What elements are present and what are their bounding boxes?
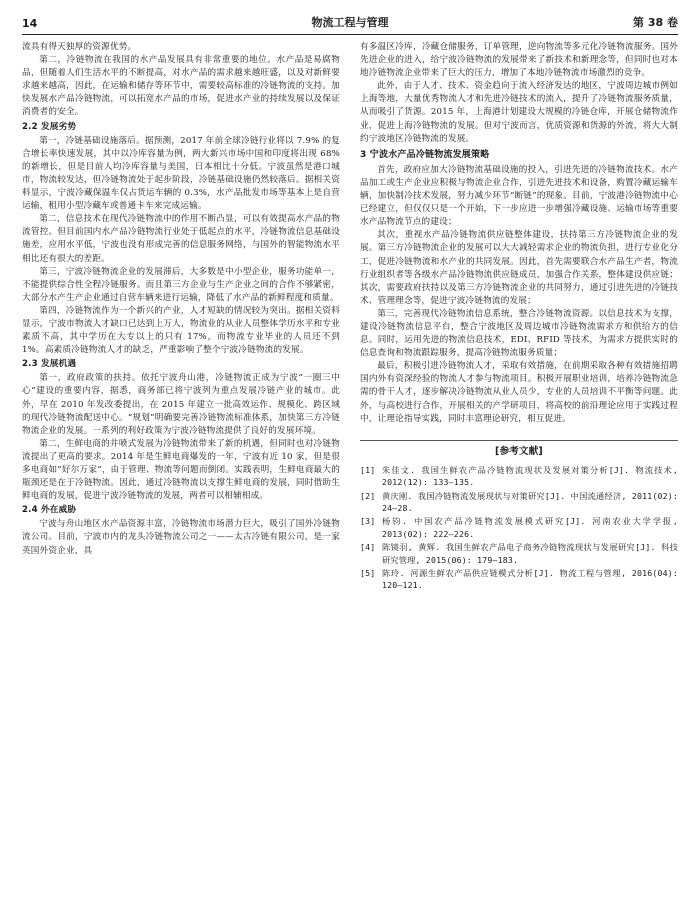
body-paragraph: 宁波与舟山地区水产品资源丰富，冷链物流市场潜力巨大，吸引了国外冷链物流公司。目前，宁波市内的龙头冷链物流公司之一——太古冷链有限公司，是一家英国外资企业，具 bbox=[22, 519, 340, 556]
body-paragraph: 最后，积极引进冷链物流人才，采取有效措施，在前期采取各种有效措施招聘国内外有资深经验的物流人才参与物流项目。积极开展职业培训，培养冷链物流急需的骨干人才，逐步解决冷链物流从业人员少，专业的人员培训不平衡等问题。此外，与高校进行合作，开展相关的产学研项目，将高校的前沿理论应用于实践过程中，让理论指导实践，同时丰富理论研究，相互促进。 bbox=[360, 361, 678, 424]
body-paragraph: 其次，重视水产品冷链物流供应链整体建设，扶持第三方冷链物流企业的发展。第三方冷链物流企业的发展可以大大减轻需求企业的物流负担，进行专业化分工，促进冷链物流和水产业的共同发展。因此，首先需要联合水产品生产者，物流行业组织者等各级水产品冷链物流供应链成员，加强合作关系，整体建设供应链；其次，需要政府扶持以及第三方冷链物流企业的共同努力，通过引进先进的冷链技术、管理理念等，促进宁波冷链物流的发展； bbox=[360, 230, 678, 306]
section-heading: 3 宁波水产品冷链物流发展策略 bbox=[360, 149, 490, 160]
reference-item bbox=[360, 541, 678, 566]
body-paragraph: 此外，由于人才、技术、资金趋向于流入经济发达的地区，宁波周边城市例如上海等地，大量优秀物流人才和先进冷链技术的流入，提升了冷链物流服务质量，从而吸引了货源。2015 年，上海港计划建设大规模的冷链仓库，开展仓储物流作业，促进上海冷链物流的发展。但对宁波而言，优质资源和货源的外流，将大大制约宁波地区冷链物流的发展。 bbox=[360, 81, 678, 144]
left-column bbox=[22, 41, 340, 593]
reference-text: 陈玲. 河源生鲜农产品供应链模式分析[J]. 物流工程与管理, 2016(04): 120–121. bbox=[382, 568, 678, 591]
right-column bbox=[360, 41, 678, 593]
body-paragraph: 第四，冷链物流作为一个新兴的产业，人才短缺的情况较为突出。据相关资料显示，宁波市物流人才缺口已达到上万人，物流业的从业人员整体学历水平和专业素质不高，其中学历在大专以上的只有 17%，而物流专业毕业的人员还不到 1%。高素质冷链物流人才的缺乏，严重影响了整个宁波冷链物流的发展。 bbox=[22, 305, 340, 356]
page-header bbox=[22, 14, 678, 35]
body-paragraph: 第二，信息技术在现代冷链物流中的作用不断凸显，可以有效提高水产品的物流管控。但目前国内水产品冷链物流行业处于低起点的水平，冷链物流信息基础设施差，应用水平低，宁波也没有形成完善的信息服务网络，与国外的智能物流水平相比还有很大的差距。 bbox=[22, 214, 340, 264]
reference-item bbox=[360, 567, 678, 592]
reference-item bbox=[360, 464, 678, 489]
body-paragraph: 第二，生鲜电商的井喷式发展为冷链物流带来了新的机遇，但同时也对冷链物流提出了更高的要求。2014 年是生鲜电商爆发的一年，宁波有近 10 家，但是很多电商如“好尔万家”，由于管理、物流等问题而倒闭。实践表明，生鲜电商最大的瓶颈还是在于冷链物流。因此，通过冷链物流以支撑生鲜电商的发展，同时借助生鲜电商的发展，促进宁波冷链物流的发展，两者可以相辅相成。 bbox=[22, 438, 340, 502]
reference-index: [1] bbox=[360, 464, 376, 475]
reference-item bbox=[360, 490, 678, 515]
subsection-heading: 2.4 外在威胁 bbox=[22, 505, 77, 516]
reference-index: [4] bbox=[360, 542, 376, 553]
references-list bbox=[360, 464, 678, 592]
reference-index: [2] bbox=[360, 490, 376, 501]
body-paragraph: 第三，宁波冷链物流企业的发展滞后，大多数是中小型企业，服务功能单一，不能提供综合性全程冷链服务。而且第三方企业与生产企业之间的合作不够紧密，大部分水产生产企业通过自营车辆来进行运输，降低了水产品的新鲜程度和质量。 bbox=[22, 266, 340, 303]
reference-text: 杨钧. 中国农产品冷链物流发展模式研究[J]. 河南农业大学学报, 2013(02): 222–226. bbox=[382, 516, 678, 539]
references-title: [参考文献] bbox=[360, 440, 678, 458]
subsection-heading: 2.2 发展劣势 bbox=[22, 121, 77, 132]
reference-index: [5] bbox=[360, 568, 376, 579]
body-paragraph: 第二，冷链物流在我国的水产品发展具有非常重要的地位。水产品是易腐物品，但随着人们生活水平的不断提高，对水产品的需求越来越旺盛，以及对新鲜要求越来越高，因此，在运输和储存等环节中，需要较高标准的冷链物流的支持。加快发展水产品冷链物流，可以拓宽水产品的市场，促进水产业的持续发展以及保证消费者的安全。 bbox=[22, 55, 340, 118]
reference-text: 黄庆刚. 我国冷链物流发展现状与对策研究[J]. 中国流通经济, 2011(02): 24–28. bbox=[382, 490, 678, 514]
reference-item bbox=[360, 515, 678, 540]
body-paragraph: 第三，完善现代冷链物流信息系统，整合冷链物流资源。以信息技术为支撑，建设冷链物流信息平台，整合宁波地区及周边城市冷链物流需求方和供给方的信息。同时，运用先进的物流信息技术，EDI、RFID 等技术，为需求方提供实时的信息查询和物流跟踪服务，提高冷链物流服务质量； bbox=[360, 308, 678, 359]
volume-label: 第 38 卷 bbox=[633, 16, 678, 29]
subsection-heading: 2.3 发展机遇 bbox=[22, 359, 77, 370]
body-paragraph: 第一，政府政策的扶持。依托宁波舟山港，冷链物流正成为宁波“一圈三中心”建设的重要内容，据悉，商务部已将宁波列为重点发展冷链产业的城市。此外，早在 2010 年发改委提出，在 2015 年建立一批高效运作、规模化、跨区域的现代冷链物流配送中心。“规划”明确要完善冷链物流标准体系，加快第三方冷链物流企业的发展。一系列的利好政策为宁波冷链物流提供了良好的发展环境。 bbox=[22, 373, 340, 436]
body-paragraph: 首先，政府应加大冷链物流基础设施的投入，引进先进的冷链物流技术。水产品加工或生产企业应积极与物流企业合作，引进先进技术和设备，购置冷藏运输车辆，加快制冷技术发展，努力减少环节“断链”的现象。目前，宁波港冷链物流中心已经建立，但仅仅只是一个开始，下一步应进一步增强冷藏设施、运输市场等重要水产品物流节点的建设； bbox=[360, 164, 678, 228]
right-column-body bbox=[360, 41, 678, 426]
reference-text: 朱佳文. 我国生鲜农产品冷链物流现状及发展对策分析[J]. 物流技术, 2012(12): 133–135. bbox=[382, 464, 678, 488]
body-paragraph: 有多温区冷库，冷藏仓储服务，订单管理，逆向物流等多元化冷链物流服务。国外先进企业的进入，给宁波冷链物流的发展带来了新技术和新理念等，但同时也对本地冷链物流企业带来了巨大的压力，增加了本地冷链物流市场激烈的竞争。 bbox=[360, 42, 678, 79]
body-paragraph: 流具有得天独厚的资源优势。 bbox=[22, 42, 137, 52]
two-column-body bbox=[22, 41, 678, 593]
journal-title: 物流工程与管理 bbox=[311, 16, 389, 29]
page-number: 14 bbox=[22, 17, 38, 30]
reference-text: 陈镜羽, 黄辉. 我国生鲜农产品电子商务冷链物流现状与发展研究[J]. 科技研究管理, 2015(06): 179–183. bbox=[382, 542, 678, 565]
body-paragraph: 第一，冷链基础设施落后。据预测，2017 年前全球冷链行业将以 7.9% 的复合增长率快速发展，其中以冷库容量为例，两大新兴市场中国和印度将出现 68% 的新增长，但是目前人均冷库容量与美国，日本相比十分低。宁波虽然是港口城市，物流较发达，但冷链物流处于起步阶段，冷链基础设施仍然较落后。据相关资料显示，宁波冷藏保温车仅占货运车辆的 0.3%，水产品批发市场等基本上是自营运输，租用小型冷藏车或普通卡车来完成运输。 bbox=[22, 135, 340, 212]
reference-index: [3] bbox=[360, 516, 376, 527]
